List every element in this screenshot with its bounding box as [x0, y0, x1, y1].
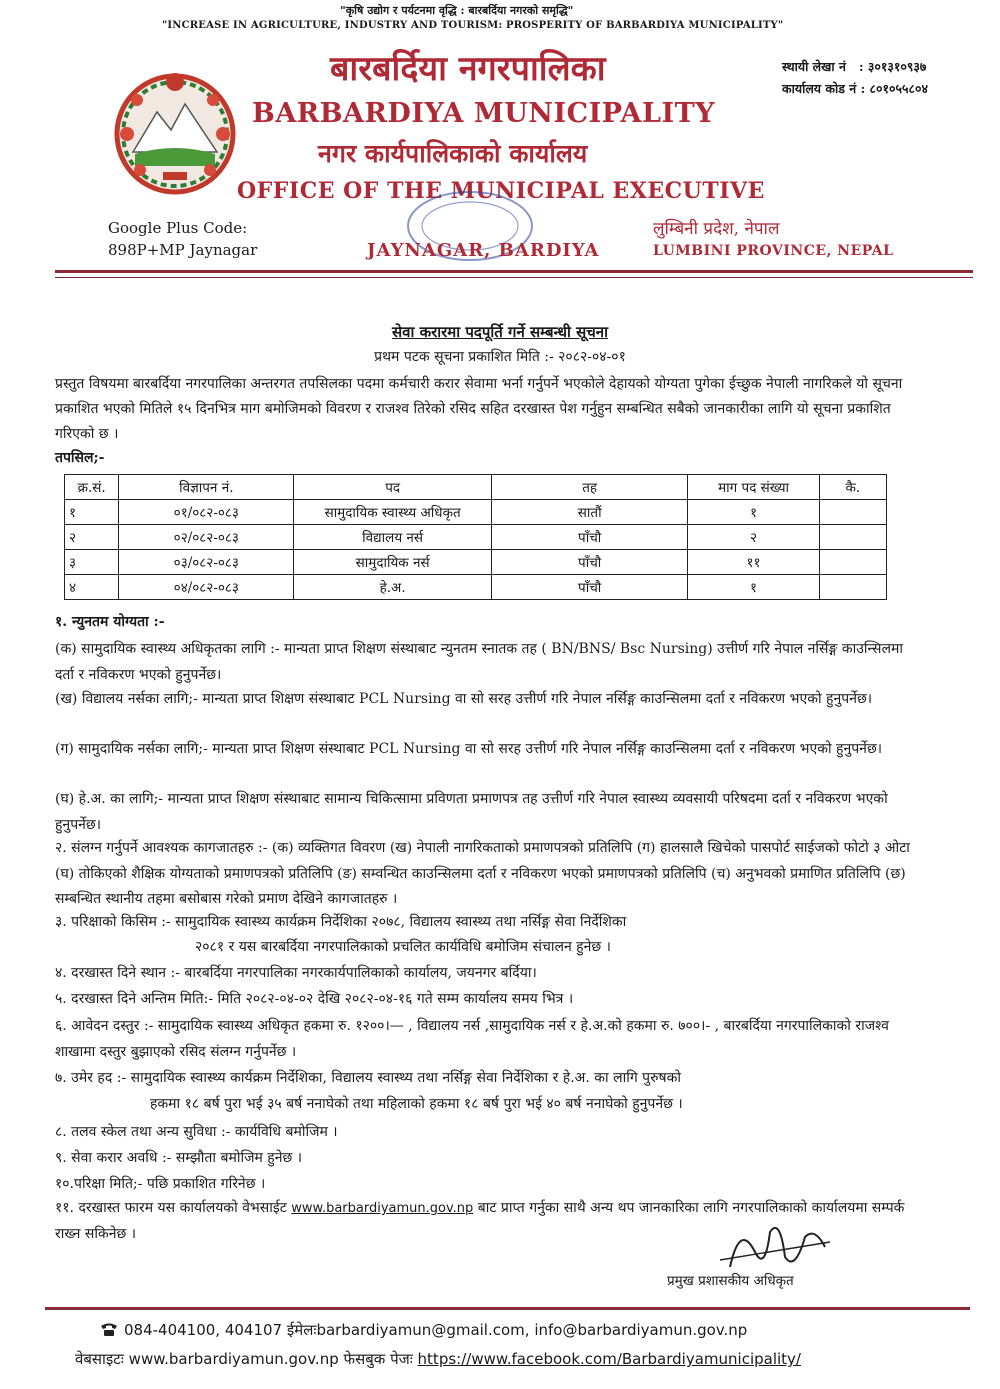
cell-serial: ४ — [65, 575, 119, 600]
section-11-text-cont: बाट प्राप्त गर्नुका साथै अन्य थप जानकारिका लागि नगरपालिकाको कार्यालयमा सम्पर्क राख्न सकिनेछ । — [55, 1200, 905, 1242]
cell-count: ११ — [688, 550, 819, 575]
section-4-place: ४. दरखास्त दिने स्थान :- बारबर्दिया नगरपालिका नगरकार्यपालिकाको कार्यालय, जयनगर बर्दिया। — [55, 965, 537, 981]
cell-level: पाँचौ — [491, 575, 688, 600]
cell-count: १ — [688, 500, 819, 525]
cell-remarks — [819, 575, 886, 600]
tapasil-label: तपसिल;- — [55, 450, 105, 466]
cell-serial: १ — [65, 500, 119, 525]
office-title-english: OFFICE OF THE MUNICIPAL EXECUTIVE — [237, 178, 765, 204]
cell-level: पाँचौ — [491, 525, 688, 550]
header-divider — [55, 270, 973, 273]
cell-level: सातौं — [491, 500, 688, 525]
cell-remarks — [819, 525, 886, 550]
footer-web — [75, 1349, 801, 1369]
footer-divider — [45, 1307, 970, 1310]
cell-serial: ३ — [65, 550, 119, 575]
google-plus-code: 898P+MP Jaynagar — [108, 241, 258, 259]
header-divider-thin — [55, 277, 973, 278]
province-nepali: लुम्बिनी प्रदेश, नेपाल — [653, 219, 780, 239]
vacancy-table — [64, 474, 887, 600]
section-1-heading: १. न्युनतम योग्यता :- — [55, 614, 165, 630]
email-label: ईमेलः — [286, 1321, 317, 1339]
table-row — [65, 575, 887, 600]
slogan-nepali: "कृषि उद्योग र पर्यटनमा वृद्धि : बारबर्दिया नगरको समृद्धि" — [340, 4, 574, 17]
facebook-link[interactable]: https://www.facebook.com/Barbardiyamunicipality/ — [417, 1350, 801, 1368]
email-secondary[interactable]: info@barbardiyamun.gov.np — [534, 1321, 748, 1339]
section-2-documents: २. संलग्न गर्नुपर्ने आवश्यक कागजातहरु :- (क) व्यक्तिगत विवरण (ख) नेपाली नागरिकताको प्रमाणपत्रको प्रतिलिपि (ग) हालसालै खिचेको पासपोर्ट साईजको फोटो ३ ओटा (घ) तोकिएको शैक्षिक योग्यताको प्रमाणपत्रको प्रतिलिपि (ङ) सम्वन्धित काउन्सिलमा दर्ता र नविकरण भएको प्रमाणपत्रको प्रतिलिपि (च) अनुभवको प्रमाणित प्रतिलिपि (छ) सम्बन्धित स्थानीय तहमा बसोबास गरेको प्रमाण देखिने कागजातहरु । — [55, 840, 910, 907]
cell-advert-no: ०१/०८२-०८३ — [119, 500, 294, 525]
cell-level: पाँचौ — [491, 550, 688, 575]
table-row — [65, 525, 887, 550]
section-8-salary: ८. तलव स्केल तथा अन्य सुविधा :- कार्यविधि बमोजिम । — [55, 1124, 338, 1140]
section-1-kha: (ख) विद्यालय नर्सका लागि;- मान्यता प्राप्त शिक्षण संस्थाबाट PCL Nursing वा सो सरह उत्तीर्ण गरि नेपाल नर्सिङ्ग काउन्सिलमा दर्ता र नविकरण भएको हुनुपर्नेछ। — [55, 691, 873, 707]
phone-icon — [100, 1322, 118, 1336]
cell-position: सामुदायिक नर्स — [294, 550, 492, 575]
cell-advert-no: ०४/०८२-०८३ — [119, 575, 294, 600]
slogan-english: "INCREASE IN AGRICULTURE, INDUSTRY AND TOURISM: PROSPERITY OF BARBARDIYA MUNICIPALITY" — [162, 20, 784, 31]
footer-website[interactable]: www.barbardiyamun.gov.np — [128, 1350, 339, 1368]
cell-remarks — [819, 550, 886, 575]
section-7-age-limit-cont: हकमा १८ बर्ष पुरा भई ३५ बर्ष ननाघेको तथा महिलाको हकमा १८ बर्ष पुरा भई ४० बर्ष ननाघेको हुनुपर्नेछ । — [150, 1096, 683, 1112]
facebook-label: फेसबुक पेजः — [343, 1350, 413, 1368]
cell-advert-no: ०३/०८२-०८३ — [119, 550, 294, 575]
nepal-emblem-logo — [105, 64, 245, 196]
cell-count: २ — [688, 525, 819, 550]
cell-remarks — [819, 500, 886, 525]
cell-position: विद्यालय नर्स — [294, 525, 492, 550]
office-code-value: : ८०१०५५८०४ — [860, 81, 929, 96]
section-7-age-limit: ७. उमेर हद :- सामुदायिक स्वास्थ्य कार्यक्रम निर्देशिका, विद्यालय स्वास्थ्य तथा नर्सिङ्ग सेवा निर्देशिका र हे.अ. का लागि पुरुषको — [55, 1070, 681, 1086]
section-1-gha: (घ) हे.अ. का लागि;- मान्यता प्राप्त शिक्षण संस्थाबाट सामान्य चिकित्सामा प्रविणता प्रमाणपत्र तह उत्तीर्ण गरि नेपाल स्वास्थ्य व्यवसायी परिषदमा दर्ता र नविकरण भएको हुनुपर्नेछ। — [55, 791, 888, 833]
cell-count: १ — [688, 575, 819, 600]
municipality-title-nepali: बारबर्दिया नगरपालिका — [330, 49, 606, 89]
cell-position: हे.अ. — [294, 575, 492, 600]
section-10-exam-date: १०.परिक्षा मिति;- पछि प्रकाशित गरिनेछ । — [55, 1176, 266, 1192]
section-1-ka: (क) सामुदायिक स्वास्थ्य अधिकृतका लागि :- मान्यता प्राप्त शिक्षण संस्थाबाट न्युनतम स्नातक तह ( BN/BNS/ Bsc Nursing) उत्तीर्ण गरि नेपाल नर्सिङ्ग काउन्सिलमा दर्ता र नविकरण भएको हुनुपर्नेछ। — [55, 641, 903, 683]
office-code-label: कार्यालय कोड नं — [782, 81, 857, 96]
section-5-deadline: ५. दरखास्त दिने अन्तिम मिति:- मिति २०८२-०४-०२ देखि २०८२-०४-१६ गते सम्म कार्यालय समय भित्र । — [55, 991, 574, 1007]
section-11-text: ११. दरखास्त फारम यस कार्यालयको वेभसाईट — [55, 1200, 287, 1216]
col-header-serial: क्र.सं. — [65, 475, 119, 500]
table-header-row — [65, 475, 887, 500]
notice-intro: प्रस्तुत विषयमा बारबर्दिया नगरपालिका अन्तरगत तपसिलका पदमा कर्मचारी करार सेवामा भर्ना गर्नुपर्ने भएकोले देहायको योग्यता पुगेका ईच्छुक नेपाली नागरिकले यो सूचना प्रकाशित भएको मितिले १५ दिनभित्र माग बमोजिमको विवरण र राजश्व तिरेको रसिद सहित दरखास्त पेश गर्नुहुन सम्बन्धित सबैको जानकारीका लागि यो सूचना प्रकाशित गरिएको छ । — [55, 376, 903, 442]
footer-contact — [100, 1320, 747, 1340]
col-header-remarks: कै. — [819, 475, 886, 500]
col-header-position: पद — [294, 475, 492, 500]
municipality-title-english: BARBARDIYA MUNICIPALITY — [252, 98, 715, 129]
account-info — [782, 56, 928, 100]
province-english: LUMBINI PROVINCE, NEPAL — [653, 243, 894, 259]
website-label: वेबसाइटः — [75, 1350, 124, 1368]
col-header-advert-no: विज्ञापन नं. — [119, 475, 294, 500]
phone-number: 084-404100, 404107 — [124, 1321, 283, 1339]
col-header-count: माग पद संख्या — [688, 475, 819, 500]
section-1-ga: (ग) सामुदायिक नर्सका लागि;- मान्यता प्राप्त शिक्षण संस्थाबाट PCL Nursing वा सो सरह उत्तीर्ण गरि नेपाल नर्सिङ्ग काउन्सिलमा दर्ता र नविकरण भएको हुनुपर्नेछ। — [55, 741, 883, 757]
table-row — [65, 550, 887, 575]
cell-advert-no: ०२/०८२-०८३ — [119, 525, 294, 550]
signatory-designation: प्रमुख प्रशासकीय अधिकृत — [667, 1273, 794, 1289]
col-header-level: तह — [491, 475, 688, 500]
cell-serial: २ — [65, 525, 119, 550]
table-row — [65, 500, 887, 525]
office-title-nepali: नगर कार्यपालिकाको कार्यालय — [318, 139, 588, 168]
section-3-exam-type-cont: २०८१ र यस बारबर्दिया नगरपालिकाको प्रचलित कार्यविधि बमोजिम संचालन हुनेछ । — [195, 939, 611, 955]
permanent-account-label: स्थायी लेखा नं — [782, 59, 846, 74]
notice-title: सेवा करारमा पदपूर्ति गर्ने सम्बन्धी सूचना — [392, 323, 608, 341]
website-link[interactable]: www.barbardiyamun.gov.np — [291, 1201, 474, 1216]
google-plus-label: Google Plus Code: — [108, 219, 248, 237]
section-6-fee: ६. आवेदन दस्तुर :- सामुदायिक स्वास्थ्य अधिकृत हकमा रु. १२००।— , विद्यालय नर्स ,सामुदायिक नर्स र हे.अ.को हकमा रु. ७००।- , बारबर्दिया नगरपालिकाको राजश्व शाखामा दस्तुर बुझाएको रसिद संलग्न गर्नुपर्नेछ । — [55, 1018, 889, 1060]
cell-position: सामुदायिक स्वास्थ्य अधिकृत — [294, 500, 492, 525]
email-primary[interactable]: barbardiyamun@gmail.com, — [316, 1321, 530, 1339]
section-3-exam-type: ३. परिक्षाको किसिम :- सामुदायिक स्वास्थ्य कार्यक्रम निर्देशिका २०७८, विद्यालय स्वास्थ्य तथा नर्सिङ्ग सेवा निर्देशिका — [55, 914, 627, 930]
published-date: प्रथम पटक सूचना प्रकाशित मिति :- २०८२-०४-०१ — [374, 349, 626, 365]
permanent-account-value: : ३०१३१०९३७ — [858, 59, 927, 74]
section-9-contract-period: ९. सेवा करार अवधि :- सम्झौता बमोजिम हुनेछ । — [55, 1150, 303, 1166]
office-address: JAYNAGAR, BARDIYA — [367, 240, 600, 261]
